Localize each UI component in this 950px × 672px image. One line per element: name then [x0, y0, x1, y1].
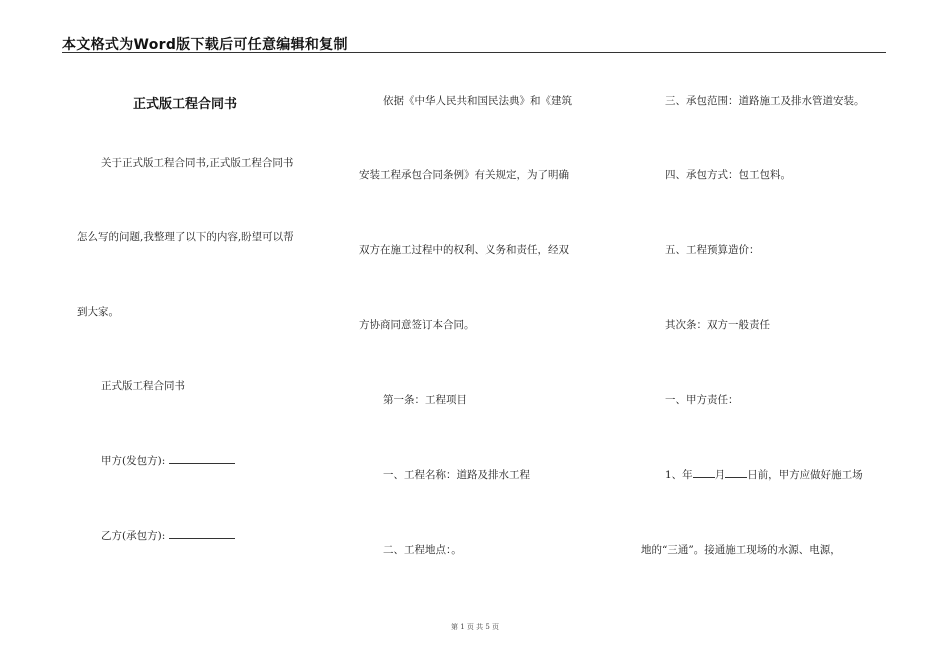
- date-day-text: 日前，甲方应做好施工场: [747, 469, 863, 481]
- col2-line-3: 双方在施工过程中的权利、义务和责任，经双: [359, 244, 569, 256]
- header-text: 本文格式为Word版下载后可任意编辑和复制: [62, 37, 348, 53]
- page-header: [62, 34, 886, 53]
- col2-line-7: 二、工程地点：。: [383, 544, 462, 556]
- party-a-blank: [169, 453, 235, 464]
- document-title: 正式版工程合同书: [133, 97, 238, 112]
- col1-line-4: 正式版工程合同书: [101, 380, 185, 392]
- col3-line-6: [665, 467, 863, 482]
- col1-line-2: 怎么写的问题,我整理了以下的内容,盼望可以帮: [77, 231, 294, 243]
- col2-line-5: 第一条：工程项目: [383, 394, 467, 406]
- date-year-label: 1、年: [665, 469, 693, 481]
- month-blank: [693, 467, 715, 478]
- col1-line-1: 关于正式版工程合同书,正式版工程合同书: [101, 157, 294, 169]
- col1-line-3: 到大家。: [77, 306, 119, 318]
- day-blank: [725, 467, 747, 478]
- col3-line-2: 四、承包方式：包工包料。: [665, 169, 791, 181]
- col2-line-1: 依据《中华人民共和国民法典》和《建筑: [383, 95, 572, 107]
- col2-line-6: 一、工程名称：道路及排水工程: [383, 469, 530, 481]
- party-b-blank: [169, 528, 235, 539]
- party-a-line: [101, 453, 235, 468]
- col3-line-4: 其次条：双方一般责任: [665, 319, 770, 331]
- party-a-label: 甲方(发包方):: [101, 455, 166, 467]
- col3-line-3: 五、工程预算造价：: [665, 244, 760, 256]
- date-month-label: 月: [714, 469, 726, 481]
- col2-line-2: 安装工程承包合同条例》有关规定，为了明确: [359, 169, 569, 181]
- col3-line-1: 三、承包范围：道路施工及排水管道安装。: [665, 95, 865, 107]
- party-b-line: [101, 528, 235, 543]
- col3-line-7: 地的“三通”。接通施工现场的水源、电源，: [641, 544, 841, 556]
- party-b-label: 乙方(承包方):: [101, 530, 166, 542]
- page-number: 第 1 页 共 5 页: [450, 623, 500, 631]
- col2-line-4: 方协商同意签订本合同。: [359, 319, 475, 331]
- col3-line-5: 一、甲方责任：: [665, 394, 739, 406]
